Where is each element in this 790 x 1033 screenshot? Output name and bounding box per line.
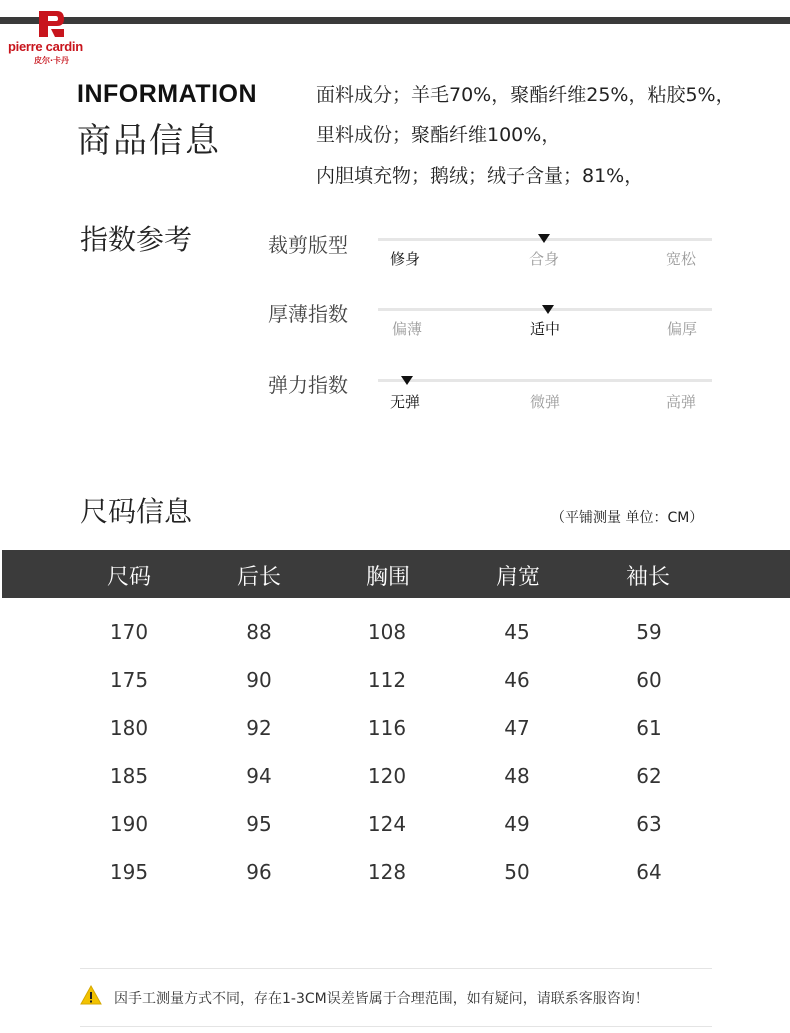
filling-composition: 内胆填充物；鹅绒；绒子含量；81%， <box>316 165 644 187</box>
column-header: 胸围 <box>365 565 410 590</box>
index-option: 微弹 <box>530 393 561 411</box>
top-divider-bar <box>0 17 790 24</box>
index-option: 宽松 <box>666 250 697 268</box>
warning-icon <box>80 985 102 1005</box>
footer-divider <box>80 1026 712 1027</box>
table-cell: 92 <box>246 716 272 740</box>
measurement-unit-note: （平铺测量 单位：CM） <box>551 510 704 526</box>
index-option: 适中 <box>530 320 561 338</box>
column-header: 后长 <box>236 565 281 590</box>
table-cell: 124 <box>367 812 407 836</box>
index-option: 修身 <box>390 250 421 268</box>
pierre-cardin-logo-icon <box>37 9 65 39</box>
table-cell: 61 <box>636 716 662 740</box>
table-cell: 180 <box>109 716 149 740</box>
table-cell: 49 <box>504 812 530 836</box>
fabric-composition: 面料成分；羊毛70%，聚酯纤维25%，粘胶5%， <box>316 84 735 106</box>
table-cell: 46 <box>504 668 530 692</box>
information-heading-en: INFORMATION <box>77 80 258 108</box>
index-marker-icon <box>542 305 554 314</box>
column-header: 尺码 <box>106 565 151 590</box>
brand-name-en: pierre cardin <box>8 39 83 54</box>
size-info-title: 尺码信息 <box>80 495 193 528</box>
index-marker-icon <box>401 376 413 385</box>
table-cell: 96 <box>246 860 272 884</box>
table-cell: 128 <box>367 860 407 884</box>
table-cell: 95 <box>246 812 272 836</box>
table-cell: 108 <box>367 620 407 644</box>
table-cell: 47 <box>504 716 530 740</box>
table-cell: 112 <box>367 668 407 692</box>
index-option: 高弹 <box>666 393 697 411</box>
index-label-elasticity: 弹力指数 <box>268 373 348 397</box>
information-heading-cn: 商品信息 <box>77 121 221 161</box>
index-option: 无弹 <box>390 393 421 411</box>
table-cell: 45 <box>504 620 530 644</box>
table-cell: 64 <box>636 860 662 884</box>
table-cell: 120 <box>367 764 407 788</box>
table-cell: 62 <box>636 764 662 788</box>
table-cell: 94 <box>246 764 272 788</box>
table-cell: 59 <box>636 620 662 644</box>
measurement-disclaimer: 因手工测量方式不同，存在1-3CM误差皆属于合理范围，如有疑问，请联系客服咨询！ <box>114 991 649 1007</box>
column-header: 肩宽 <box>495 565 540 590</box>
table-cell: 190 <box>109 812 149 836</box>
table-cell: 63 <box>636 812 662 836</box>
index-label-thickness: 厚薄指数 <box>268 302 348 326</box>
index-reference-title: 指数参考 <box>80 223 193 256</box>
lining-composition: 里料成份；聚酯纤维100%， <box>316 124 561 146</box>
index-marker-icon <box>538 234 550 243</box>
column-header: 袖长 <box>625 565 670 590</box>
table-cell: 88 <box>246 620 272 644</box>
table-cell: 170 <box>109 620 149 644</box>
table-cell: 60 <box>636 668 662 692</box>
index-scale-line <box>378 379 712 382</box>
table-cell: 48 <box>504 764 530 788</box>
footer-divider <box>80 968 712 969</box>
table-cell: 50 <box>504 860 530 884</box>
table-cell: 90 <box>246 668 272 692</box>
index-label-fit: 裁剪版型 <box>268 233 348 257</box>
index-option: 合身 <box>529 250 560 268</box>
table-cell: 185 <box>109 764 149 788</box>
brand-name-cn: 皮尔·卡丹 <box>34 56 70 65</box>
index-option: 偏厚 <box>667 320 698 338</box>
table-cell: 116 <box>367 716 407 740</box>
index-option: 偏薄 <box>392 320 423 338</box>
table-cell: 175 <box>109 668 149 692</box>
table-cell: 195 <box>109 860 149 884</box>
